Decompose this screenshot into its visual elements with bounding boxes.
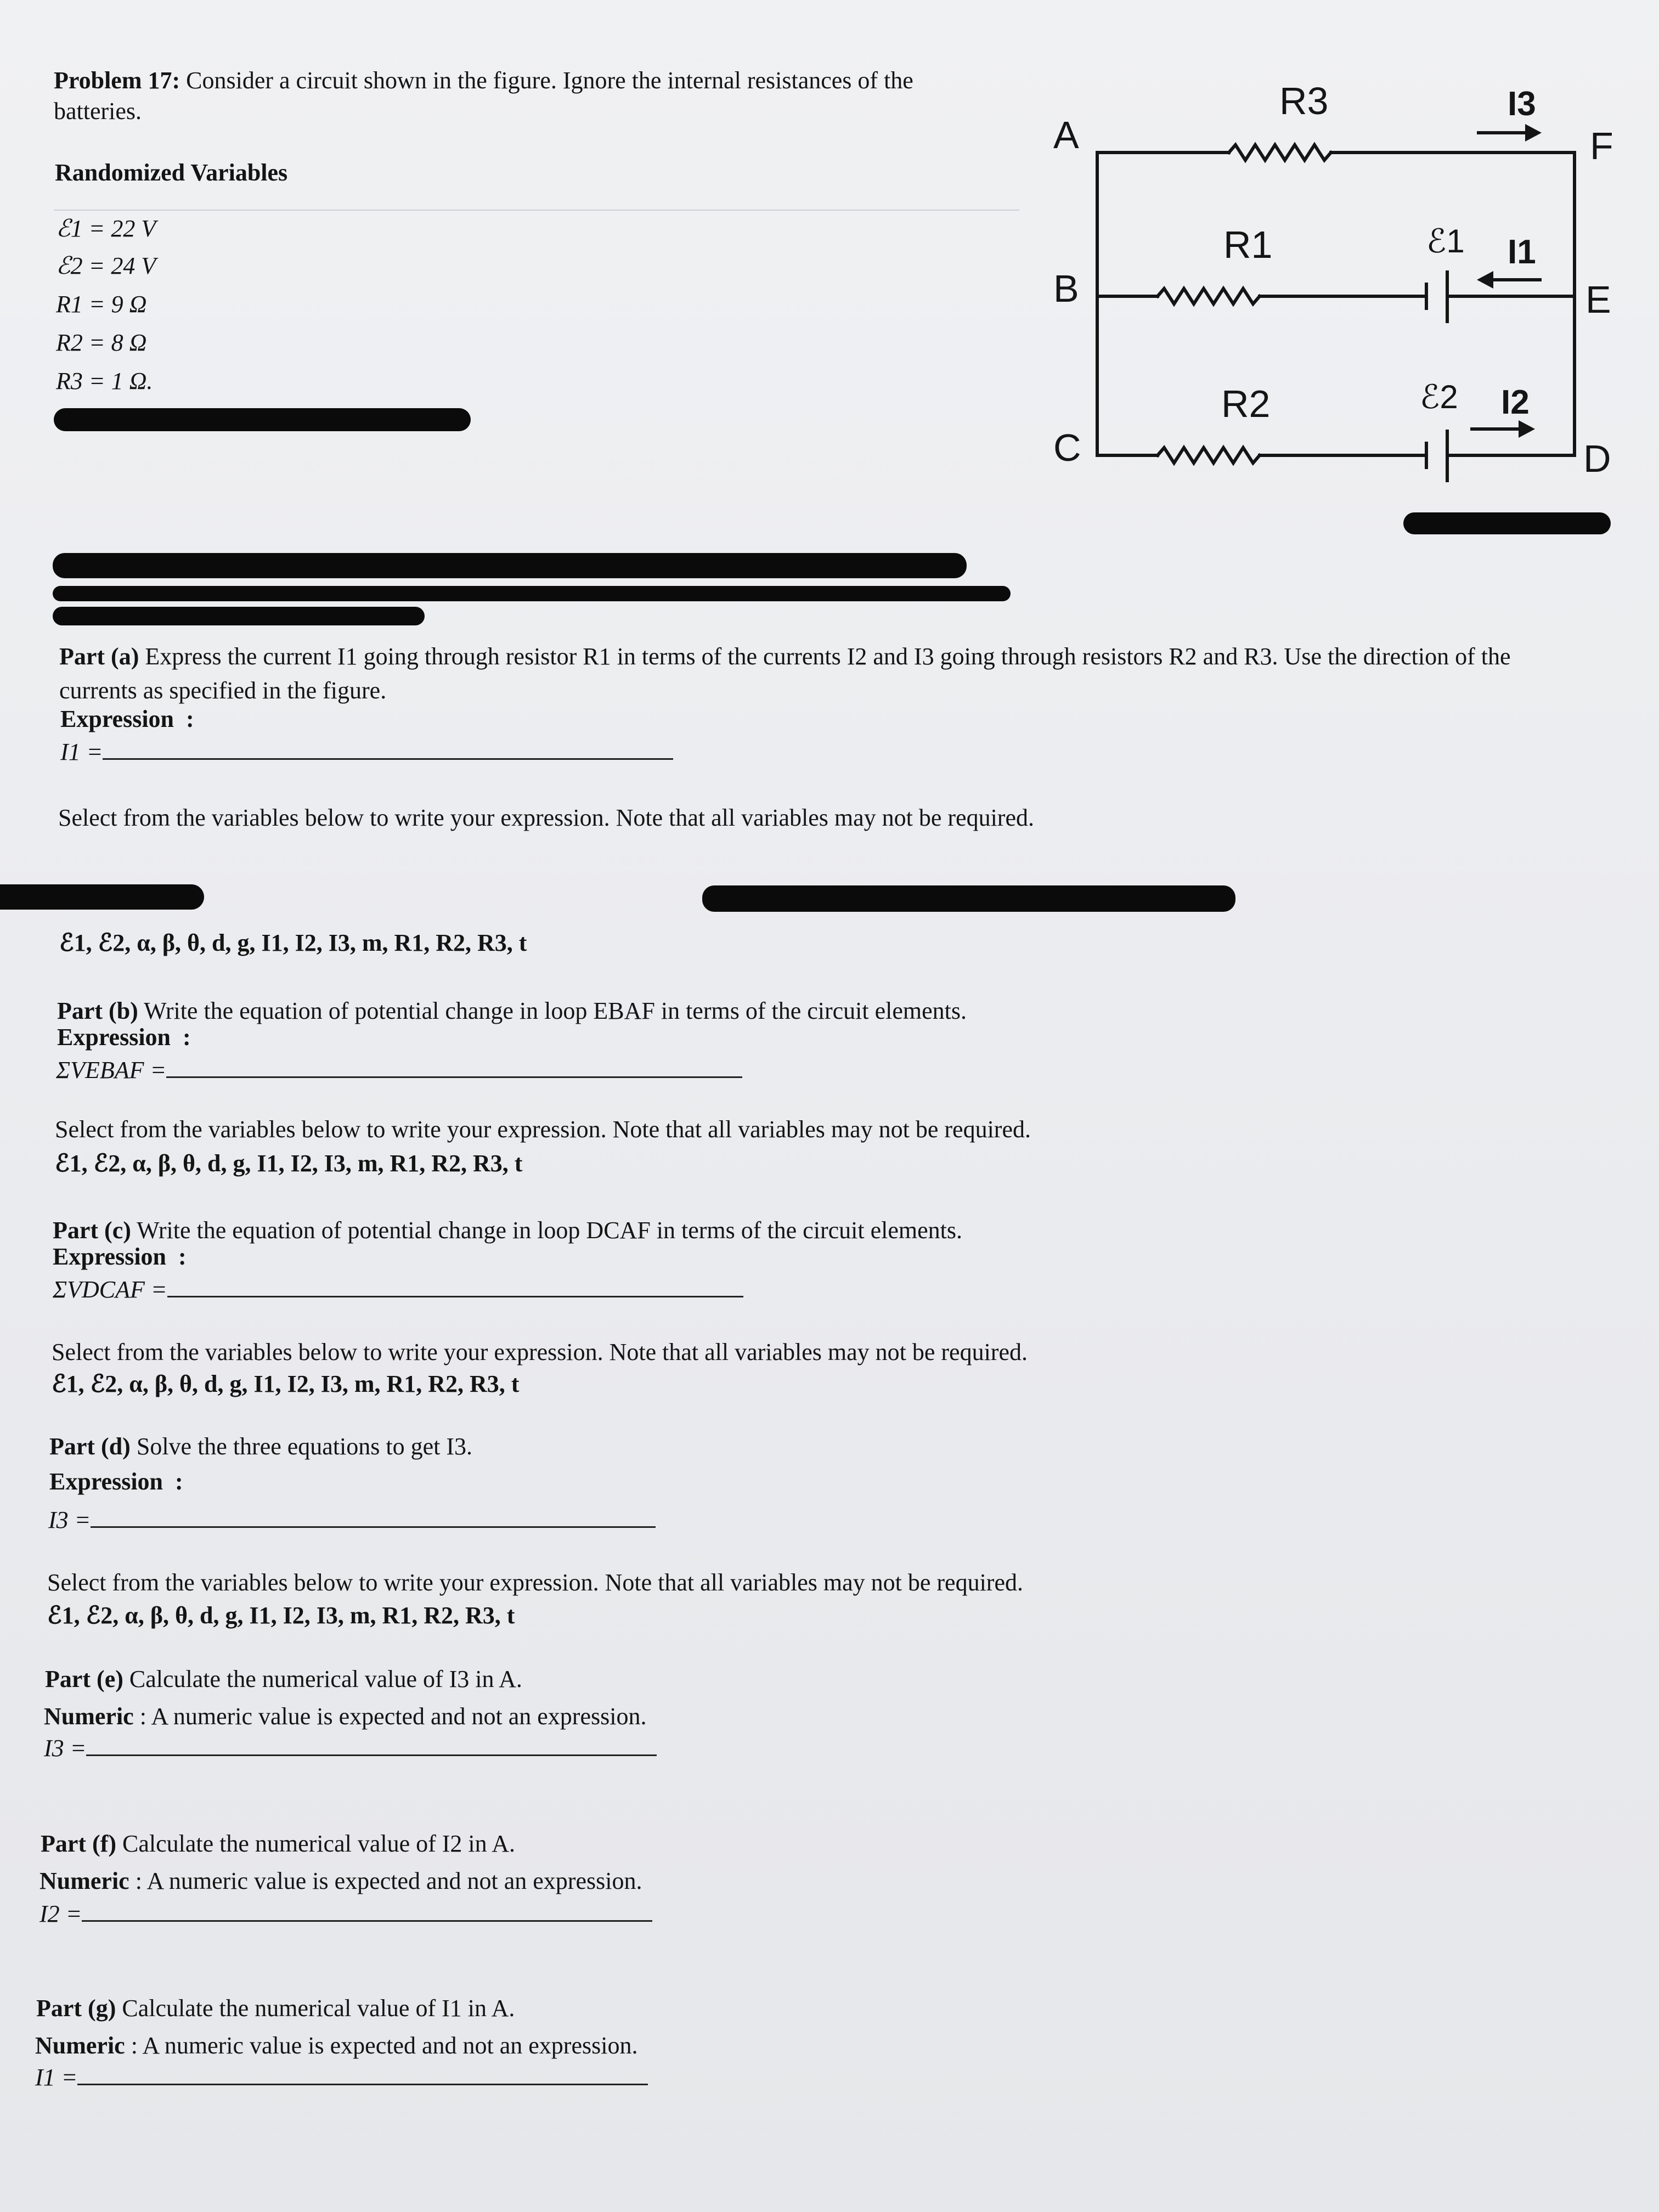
var-emf-2: ℰ2 = 24 V bbox=[56, 252, 156, 279]
part-a-text: Express the current I1 going through resistor R1 in terms of the currents I2 and I3 going through resistors R2 and R3. Use the direction of the bbox=[145, 643, 1511, 670]
part-e-answer-label: I3 = bbox=[44, 1735, 87, 1762]
part-a-line-2: currents as specified in the figure. bbox=[59, 677, 387, 704]
part-b-answer bbox=[56, 1054, 742, 1085]
part-d-title: Part (d) bbox=[49, 1433, 131, 1460]
part-g-kind-note: : A numeric value is expected and not an expression. bbox=[131, 2032, 638, 2059]
node-f-label: F bbox=[1590, 125, 1613, 167]
part-b-var-list: ℰ1, ℰ2, α, β, θ, d, g, I1, I2, I3, m, R1, R2, R3, t bbox=[55, 1150, 523, 1177]
part-b-title: Part (b) bbox=[57, 997, 138, 1024]
redaction-mark bbox=[1403, 512, 1611, 534]
part-d-answer-field[interactable] bbox=[91, 1504, 656, 1528]
part-a-kind: Expression : bbox=[60, 706, 194, 732]
part-f-answer-label: I2 = bbox=[40, 1900, 82, 1927]
part-f-answer bbox=[40, 1898, 652, 1928]
part-c-text: Write the equation of potential change in loop DCAF in terms of the circuit elements. bbox=[137, 1217, 962, 1244]
problem-line-1: Consider a circuit shown in the figure. Ignore the internal resistances of the bbox=[186, 67, 913, 94]
redaction-mark bbox=[53, 586, 1011, 601]
part-e-kind-label: Numeric bbox=[44, 1703, 134, 1730]
part-c-answer-label: ΣVDCAF = bbox=[53, 1276, 167, 1303]
part-f-kind bbox=[40, 1867, 642, 1895]
redaction-mark bbox=[53, 607, 425, 625]
part-e-line bbox=[45, 1666, 522, 1694]
var-emf-1: ℰ1 = 22 V bbox=[56, 215, 156, 242]
part-f-answer-field[interactable] bbox=[82, 1898, 652, 1922]
part-f-line bbox=[41, 1830, 515, 1858]
part-g-line bbox=[36, 1995, 515, 2023]
var-r2: R2 = 8 Ω bbox=[56, 329, 147, 356]
part-g-kind-label: Numeric bbox=[35, 2032, 125, 2059]
node-b-label: B bbox=[1053, 267, 1079, 310]
problem-statement bbox=[54, 67, 913, 95]
part-b-text: Write the equation of potential change in loop EBAF in terms of the circuit elements. bbox=[144, 997, 967, 1024]
problem-line-2: batteries. bbox=[54, 98, 142, 125]
part-c-kind-label: Expression bbox=[53, 1243, 167, 1270]
part-c-select-text: Select from the variables below to write your expression. Note that all variables may not be required. bbox=[52, 1339, 1028, 1365]
part-d-select-text: Select from the variables below to write your expression. Note that all variables may not be required. bbox=[47, 1569, 1023, 1596]
resistor-r3-zigzag bbox=[1229, 145, 1331, 160]
part-g-title: Part (g) bbox=[36, 1995, 116, 2022]
var-r1: R1 = 9 Ω bbox=[56, 291, 147, 318]
part-b-answer-field[interactable] bbox=[166, 1054, 742, 1078]
part-f-text: Calculate the numerical value of I2 in A. bbox=[122, 1830, 515, 1857]
r1-label: R1 bbox=[1223, 223, 1273, 266]
part-e-answer-field[interactable] bbox=[86, 1733, 657, 1756]
randomized-variables-heading: Randomized Variables bbox=[55, 159, 288, 186]
current-i3-arrow-head bbox=[1525, 124, 1542, 142]
part-c-kind: Expression : bbox=[53, 1243, 187, 1270]
part-c-title: Part (c) bbox=[53, 1217, 131, 1244]
part-c-var-list: ℰ1, ℰ2, α, β, θ, d, g, I1, I2, I3, m, R1, R2, R3, t bbox=[52, 1370, 520, 1397]
part-e-kind bbox=[44, 1703, 646, 1731]
problem-label: Problem 17: bbox=[54, 67, 180, 94]
resistor-r2-zigzag bbox=[1158, 448, 1260, 463]
current-i2-arrow-head bbox=[1519, 420, 1535, 438]
part-d-text: Solve the three equations to get I3. bbox=[136, 1433, 473, 1460]
i1-label: I1 bbox=[1508, 233, 1536, 271]
node-d-label: D bbox=[1583, 437, 1611, 480]
part-f-kind-label: Numeric bbox=[40, 1867, 129, 1894]
part-c-answer-field[interactable] bbox=[167, 1274, 743, 1297]
part-e-title: Part (e) bbox=[45, 1666, 123, 1692]
i3-label: I3 bbox=[1508, 85, 1536, 123]
part-c-line bbox=[53, 1217, 962, 1245]
part-a-line-1 bbox=[59, 643, 1511, 671]
part-a-kind-label: Expression bbox=[60, 706, 174, 732]
part-g-text: Calculate the numerical value of I1 in A. bbox=[122, 1995, 515, 2022]
part-b-answer-label: ΣVEBAF = bbox=[56, 1057, 167, 1084]
divider bbox=[54, 210, 1019, 211]
part-a-var-list: ℰ1, ℰ2, α, β, θ, d, g, I1, I2, I3, m, R1, R2, R3, t bbox=[59, 929, 527, 956]
part-e-answer bbox=[44, 1733, 657, 1763]
part-d-answer bbox=[48, 1504, 656, 1534]
part-g-answer-field[interactable] bbox=[77, 2062, 648, 2085]
part-g-kind bbox=[35, 2032, 637, 2060]
resistor-r1-zigzag bbox=[1158, 289, 1260, 304]
part-f-kind-note: : A numeric value is expected and not an expression. bbox=[135, 1867, 642, 1894]
r3-label: R3 bbox=[1279, 80, 1329, 122]
current-i1-arrow-head bbox=[1477, 271, 1493, 289]
redaction-mark bbox=[53, 553, 967, 578]
circuit-diagram bbox=[1031, 71, 1640, 510]
node-e-label: E bbox=[1585, 278, 1611, 321]
part-d-var-list: ℰ1, ℰ2, α, β, θ, d, g, I1, I2, I3, m, R1, R2, R3, t bbox=[47, 1602, 515, 1629]
part-a-answer-label: I1 = bbox=[60, 738, 103, 765]
part-g-answer-label: I1 = bbox=[35, 2064, 78, 2091]
redaction-mark bbox=[0, 884, 204, 910]
part-a-select-text: Select from the variables below to write your expression. Note that all variables may not be required. bbox=[58, 804, 1034, 831]
node-c-label: C bbox=[1053, 426, 1081, 469]
emf2-label: ℰ2 bbox=[1420, 379, 1458, 415]
part-e-kind-note: : A numeric value is expected and not an expression. bbox=[139, 1703, 647, 1730]
redaction-mark bbox=[702, 885, 1235, 912]
part-d-line bbox=[49, 1433, 472, 1461]
emf1-label: ℰ1 bbox=[1426, 223, 1465, 259]
var-r3: R3 = 1 Ω. bbox=[56, 368, 153, 394]
part-b-kind-label: Expression bbox=[57, 1024, 171, 1051]
part-b-kind: Expression : bbox=[57, 1024, 191, 1051]
part-b-line bbox=[57, 997, 967, 1025]
part-g-answer bbox=[35, 2062, 648, 2092]
part-a-title: Part (a) bbox=[59, 643, 139, 670]
r2-label: R2 bbox=[1221, 382, 1271, 425]
part-d-kind: Expression : bbox=[49, 1468, 183, 1495]
part-a-answer-field[interactable] bbox=[103, 736, 673, 760]
part-c-answer bbox=[53, 1274, 743, 1304]
redaction-mark bbox=[54, 408, 471, 431]
part-e-text: Calculate the numerical value of I3 in A. bbox=[129, 1666, 522, 1692]
node-a-label: A bbox=[1053, 114, 1079, 156]
i2-label: I2 bbox=[1501, 383, 1530, 421]
part-d-answer-label: I3 = bbox=[48, 1506, 91, 1533]
part-f-title: Part (f) bbox=[41, 1830, 117, 1857]
part-a-answer bbox=[60, 736, 673, 766]
part-b-select-text: Select from the variables below to write your expression. Note that all variables may not be required. bbox=[55, 1116, 1031, 1143]
part-d-kind-label: Expression bbox=[49, 1468, 163, 1495]
